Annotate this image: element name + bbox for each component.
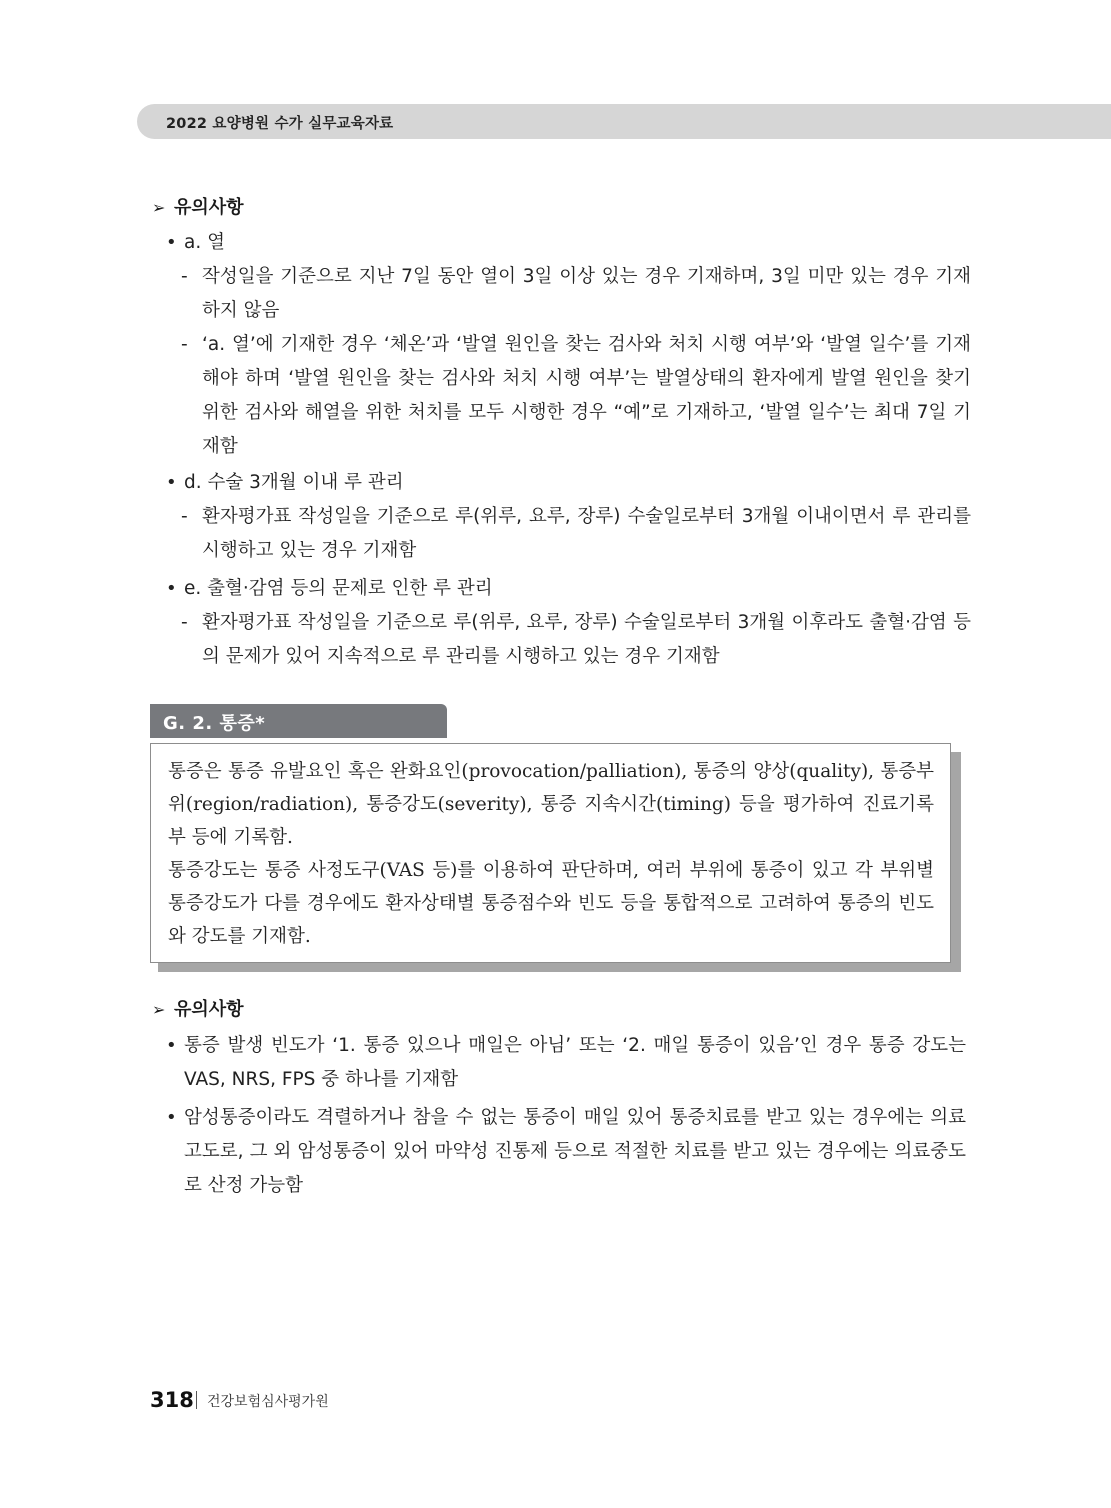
list-item-cancer-pain <box>166 1101 966 1203</box>
dash-mark: - <box>181 506 188 527</box>
dash-mark: - <box>181 266 188 287</box>
sub-item-fever-1 <box>181 260 971 328</box>
info-paragraph: 통증은 통증 유발요인 혹은 완화요인(provocation/palliation), 통증의 양상(quality), 통증부위(region/radiation), 통증강도(severity), 통증 지속시간(timing) 등을 평가하여 진료기록부 등에 기록함. <box>168 761 934 848</box>
list-item-stoma-infection <box>166 572 493 606</box>
sub-item-text: ‘a. 열’에 기재한 경우 ‘체온’과 ‘발열 원인을 찾는 검사와 처치 시행 여부’와 ‘발열 일수’를 기재해야 하며 ‘발열 원인을 찾는 검사와 처치 시행 여부’는 발열상태의 환자에게 발열 원인을 찾기 위한 검사와 해열을 위한 처치를 모두 시행한 경우 “예”로 기재하고, ‘발열 일수’는 최대 7일 기재함 <box>202 334 971 457</box>
bullet-icon: • <box>166 232 177 253</box>
list-item-label: d. 수술 3개월 이내 루 관리 <box>184 472 404 493</box>
bullet-icon: • <box>166 472 177 493</box>
dash-mark: - <box>181 612 188 633</box>
sub-item-text: 작성일을 기준으로 지난 7일 동안 열이 3일 이상 있는 경우 기재하며, 3일 미만 있는 경우 기재하지 않음 <box>202 266 971 321</box>
section-tab-label: G. 2. 통증* <box>163 713 266 734</box>
section-heading-notes-2 <box>152 995 244 1021</box>
info-paragraph: 통증강도는 통증 사정도구(VAS 등)를 이용하여 판단하며, 여러 부위에 통증이 있고 각 부위별 통증강도가 다를 경우에도 환자상태별 통증점수와 빈도 등을 통합적으로 고려하여 통증의 빈도와 강도를 기재함. <box>168 860 934 947</box>
list-item-text: 통증 발생 빈도가 ‘1. 통증 있으나 매일은 아님’ 또는 ‘2. 매일 통증이 있음’인 경우 통증 강도는 VAS, NRS, FPS 중 하나를 기재함 <box>184 1035 966 1090</box>
list-item-text: 암성통증이라도 격렬하거나 참을 수 없는 통증이 매일 있어 통증치료를 받고 있는 경우에는 의료고도로, 그 외 암성통증이 있어 마약성 진통제 등으로 적절한 치료를 받고 있는 경우에는 의료중도로 산정 가능함 <box>184 1107 966 1196</box>
arrow-bullet-icon: ➢ <box>152 198 166 217</box>
section-heading-label: 유의사항 <box>174 197 244 218</box>
sub-item-text: 환자평가표 작성일을 기준으로 루(위루, 요루, 장루) 수술일로부터 3개월 이후라도 출혈·감염 등의 문제가 있어 지속적으로 루 관리를 시행하고 있는 경우 기재함 <box>202 612 971 667</box>
dash-mark: - <box>181 334 188 355</box>
arrow-bullet-icon: ➢ <box>152 1000 166 1019</box>
footer-divider <box>196 1391 197 1409</box>
list-item-pain-intensity <box>166 1029 966 1097</box>
list-item-stoma-3months <box>166 466 404 500</box>
footer-organization: 건강보험심사평가원 <box>207 1394 329 1410</box>
sub-item-stoma-infection <box>181 606 971 674</box>
sub-item-stoma-3months <box>181 500 971 568</box>
section-heading-notes-1 <box>152 193 244 219</box>
page-number: 318 <box>150 1388 194 1412</box>
bullet-icon: • <box>166 578 177 599</box>
info-box-text <box>168 755 934 953</box>
list-item-fever <box>166 226 225 260</box>
sub-item-text: 환자평가표 작성일을 기준으로 루(위루, 요루, 장루) 수술일로부터 3개월 이내이면서 루 관리를 시행하고 있는 경우 기재함 <box>202 506 971 561</box>
sub-item-fever-2 <box>181 328 971 464</box>
list-item-label: e. 출혈·감염 등의 문제로 인한 루 관리 <box>184 578 493 599</box>
bullet-icon: • <box>166 1035 177 1056</box>
bullet-icon: • <box>166 1107 177 1128</box>
section-heading-label: 유의사항 <box>174 999 244 1020</box>
list-item-label: a. 열 <box>184 232 225 253</box>
document-title: 2022 요양병원 수가 실무교육자료 <box>166 116 394 132</box>
